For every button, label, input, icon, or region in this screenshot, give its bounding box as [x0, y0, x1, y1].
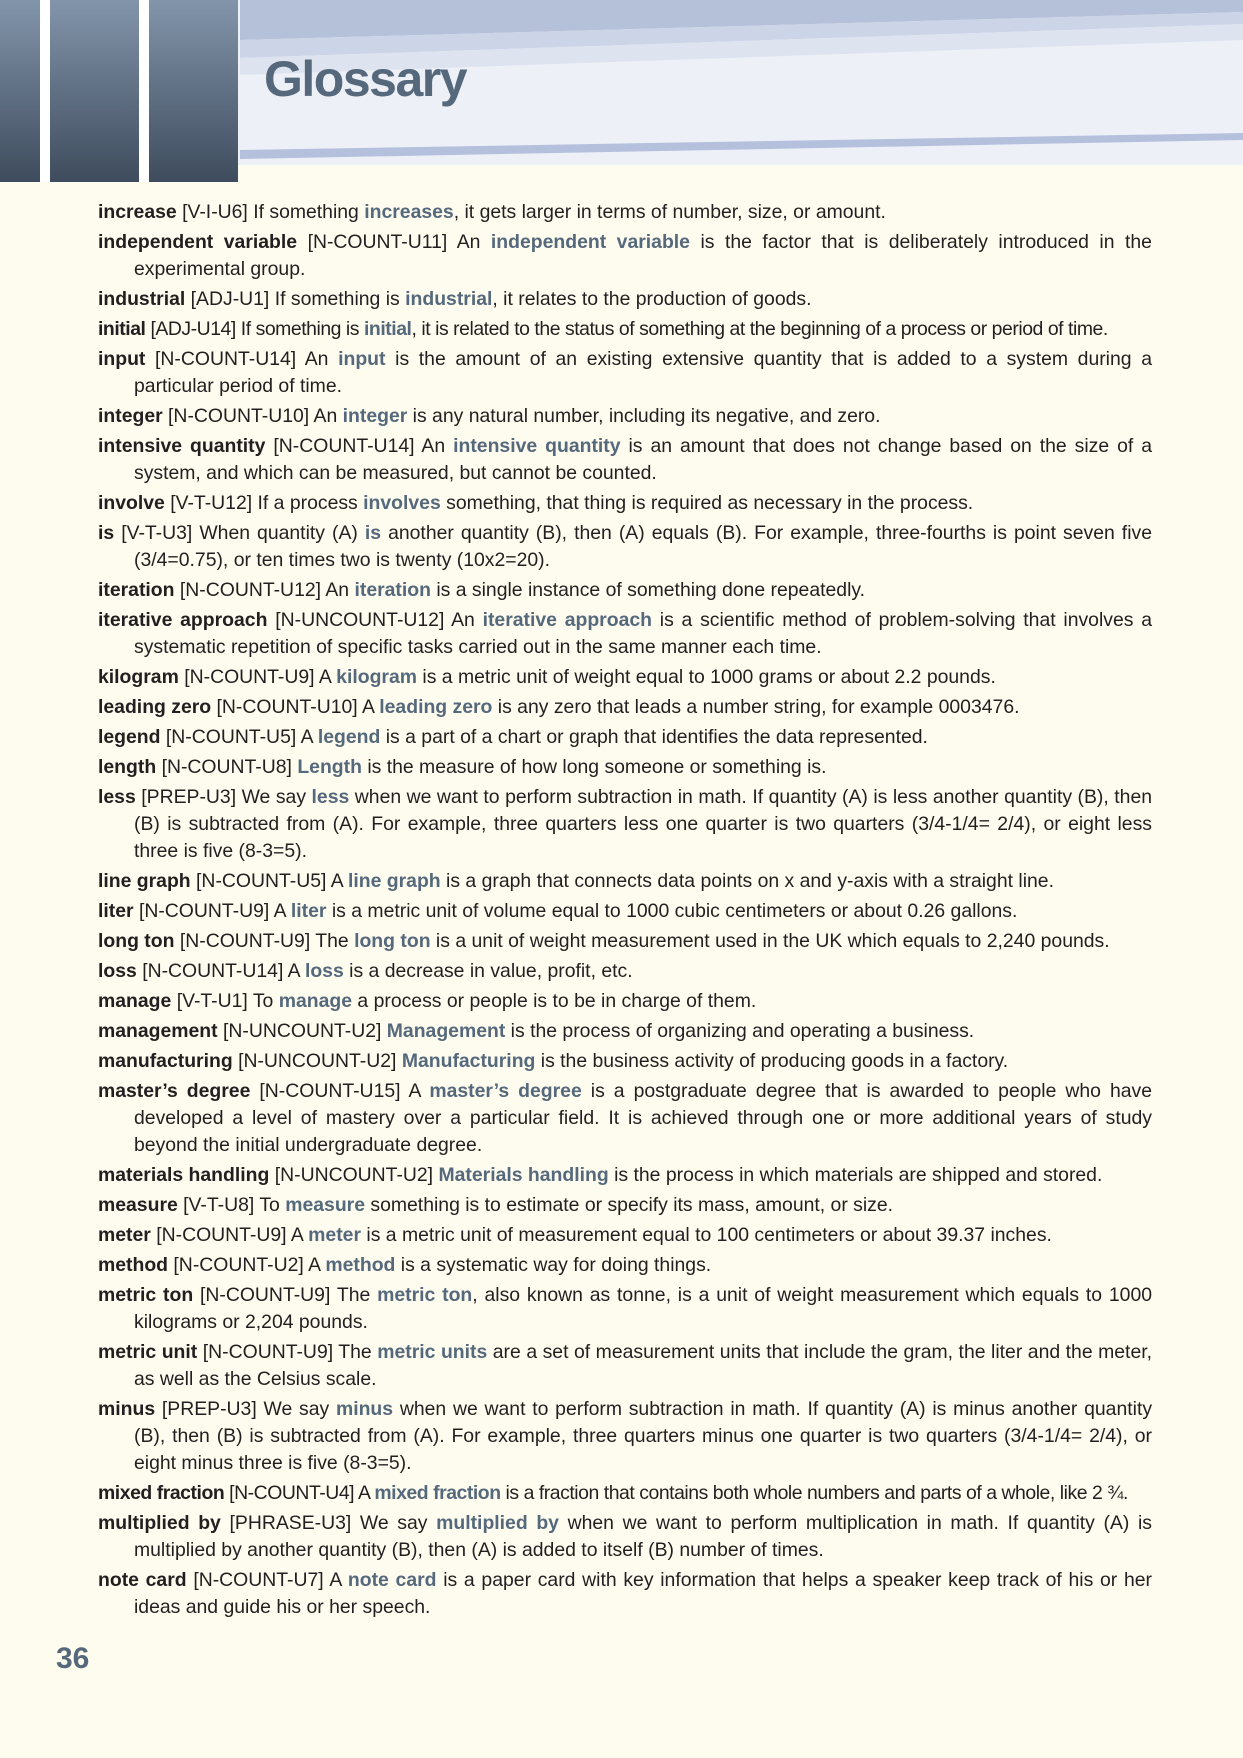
highlighted-term: manage [278, 990, 353, 1012]
glossary-entries-list [98, 199, 1152, 1624]
definition-text: A [300, 726, 318, 748]
header-stripes-graphic [0, 0, 1243, 185]
part-of-speech-tag: [V-T-U12] [170, 492, 253, 514]
highlighted-term: measure [285, 1194, 365, 1216]
part-of-speech-tag: [PHRASE-U3] [229, 1512, 352, 1534]
part-of-speech-tag: [N-COUNT-U8] [161, 756, 292, 778]
glossary-term: iterative approach [98, 609, 268, 631]
part-of-speech-tag: [N-COUNT-U9] [202, 1341, 334, 1363]
definition-text: A [318, 666, 337, 688]
glossary-term: meter [98, 1224, 151, 1246]
part-of-speech-tag: [N-COUNT-U9] [138, 900, 270, 922]
glossary-entry [98, 229, 1152, 283]
definition-text: The [315, 930, 355, 952]
definition-text: An [451, 609, 483, 631]
definition-text: If something [253, 201, 365, 223]
glossary-entry [98, 577, 1152, 604]
glossary-term: involve [98, 492, 165, 514]
glossary-term: master’s degree [98, 1080, 251, 1102]
highlighted-term: metric units [377, 1341, 488, 1363]
definition-text: is the process of organizing and operating a business. [505, 1020, 975, 1042]
definition-text: is a part of a chart or graph that identifies the data represented. [380, 726, 928, 748]
glossary-term: method [98, 1254, 169, 1276]
part-of-speech-tag: [PREP-U3] [141, 786, 237, 808]
glossary-term: is [98, 522, 115, 544]
glossary-term: materials handling [98, 1164, 270, 1186]
glossary-term: legend [98, 726, 161, 748]
highlighted-term: line graph [348, 870, 441, 892]
definition-text: The [336, 1284, 378, 1306]
glossary-term: manufacturing [98, 1050, 233, 1072]
highlighted-term: leading zero [379, 696, 493, 718]
definition-text: is the factor that is deliberately introduced in the experimental group. [134, 231, 1152, 280]
part-of-speech-tag: [PREP-U3] [161, 1398, 257, 1420]
part-of-speech-tag: [N-COUNT-U15] [259, 1080, 401, 1102]
definition-text: is a systematic way for doing things. [395, 1254, 712, 1276]
glossary-entry [98, 199, 1152, 226]
definition-text: is a paper card with key information that helps a speaker keep track of his or her ideas and guide his or her speech. [134, 1569, 1152, 1618]
definition-text: is a scientific method of problem-solving that involves a systematic repetition of specific tasks carried out in the same manner each time. [134, 609, 1153, 658]
glossary-entry [98, 958, 1152, 985]
glossary-entry [98, 346, 1152, 400]
definition-text: We say [263, 1398, 336, 1420]
glossary-entry [98, 1222, 1152, 1249]
highlighted-term: note card [347, 1569, 437, 1591]
definition-text: is the business activity of producing goods in a factory. [535, 1050, 1009, 1072]
highlighted-term: multiplied by [436, 1512, 559, 1534]
glossary-entry [98, 1162, 1152, 1189]
glossary-entry [98, 490, 1152, 517]
glossary-term: intensive quantity [98, 435, 266, 457]
part-of-speech-tag: [N-COUNT-U7] [193, 1569, 324, 1591]
definition-text: is the process in which materials are shipped and stored. [608, 1164, 1103, 1186]
part-of-speech-tag: [N-COUNT-U2] [173, 1254, 304, 1276]
glossary-entry [98, 1396, 1152, 1477]
part-of-speech-tag: [N-COUNT-U4] [229, 1482, 355, 1504]
definition-text: another quantity (B), then (A) equals (B). For example, three-fourths is point seven five (3/4=0.75), or ten times two is twenty (10x2=20). [134, 522, 1152, 571]
highlighted-term: master’s degree [429, 1080, 582, 1102]
definition-text: A [362, 696, 380, 718]
highlighted-term: long ton [354, 930, 431, 952]
glossary-term: kilogram [98, 666, 179, 688]
highlighted-term: legend [317, 726, 381, 748]
highlighted-term: minus [335, 1398, 394, 1420]
definition-text: An [313, 405, 343, 427]
glossary-entry [98, 607, 1152, 661]
definition-text: something is to estimate or specify its mass, amount, or size. [365, 1194, 894, 1216]
definition-text: A [358, 1482, 375, 1504]
definition-text: A [308, 1254, 326, 1276]
definition-text: A [287, 960, 305, 982]
glossary-entry [98, 1339, 1152, 1393]
definition-text: We say [241, 786, 312, 808]
definition-text: is any zero that leads a number string, for example 0003476. [492, 696, 1020, 718]
definition-text: is a fraction that contains both whole numbers and parts of a whole, like 2 ¾. [500, 1482, 1128, 1504]
definition-text: is a metric unit of measurement equal to 100 centimeters or about 39.37 inches. [361, 1224, 1052, 1246]
part-of-speech-tag: [ADJ-U1] [190, 288, 270, 310]
part-of-speech-tag: [V-T-U3] [121, 522, 193, 544]
glossary-entry [98, 286, 1152, 313]
glossary-term: metric unit [98, 1341, 198, 1363]
glossary-entry [98, 1252, 1152, 1279]
definition-text: is a decrease in value, profit, etc. [343, 960, 633, 982]
glossary-term: minus [98, 1398, 156, 1420]
glossary-entry [98, 1480, 1152, 1507]
part-of-speech-tag: [N-COUNT-U14] [155, 348, 297, 370]
definition-text: We say [359, 1512, 437, 1534]
part-of-speech-tag: [V-I-U6] [182, 201, 248, 223]
part-of-speech-tag: [N-COUNT-U9] [179, 930, 311, 952]
definition-text: The [338, 1341, 378, 1363]
glossary-term: input [98, 348, 146, 370]
glossary-entry [98, 1078, 1152, 1159]
definition-text: An [325, 579, 355, 601]
part-of-speech-tag: [N-COUNT-U9] [200, 1284, 331, 1306]
highlighted-term: meter [308, 1224, 361, 1246]
glossary-entry [98, 754, 1152, 781]
glossary-term: note card [98, 1569, 187, 1591]
glossary-term: management [98, 1020, 218, 1042]
definition-text: when we want to perform subtraction in math. If quantity (A) is less another quantity (B), then (B) is subtracted from (A). For example, three quarters less one quarter is two quarters (3/4-1/4= 2/4), or eight less three is five (8-3=5). [134, 786, 1153, 862]
part-of-speech-tag: [N-COUNT-U14] [142, 960, 284, 982]
definition-text: are a set of measurement units that include the gram, the liter and the meter, as well as the Celsius scale. [134, 1341, 1152, 1390]
definition-text: is a metric unit of weight equal to 1000 grams or about 2.2 pounds. [417, 666, 996, 688]
glossary-term: iteration [98, 579, 175, 601]
definition-text: If a process [257, 492, 364, 514]
glossary-term: leading zero [98, 696, 212, 718]
definition-text: is a unit of weight measurement used in the UK which equals to 2,240 pounds. [430, 930, 1110, 952]
definition-text: is a metric unit of volume equal to 1000 cubic centimeters or about 0.26 gallons. [326, 900, 1018, 922]
highlighted-term: iterative approach [482, 609, 652, 631]
glossary-term: manage [98, 990, 172, 1012]
glossary-term: line graph [98, 870, 191, 892]
highlighted-term: initial [363, 318, 412, 340]
part-of-speech-tag: [N-UNCOUNT-U2] [274, 1164, 434, 1186]
definition-text: is the measure of how long someone or something is. [361, 756, 827, 778]
definition-text: , it gets larger in terms of number, size, or amount. [453, 201, 886, 223]
glossary-entry [98, 1282, 1152, 1336]
glossary-entry [98, 1510, 1152, 1564]
highlighted-term: metric ton [377, 1284, 473, 1306]
glossary-term: less [98, 786, 136, 808]
definition-text: is the amount of an existing extensive quantity that is added to a system during a particular period of time. [134, 348, 1152, 397]
glossary-term: loss [98, 960, 137, 982]
part-of-speech-tag: [N-UNCOUNT-U2] [223, 1020, 382, 1042]
definition-text: when we want to perform subtraction in math. If quantity (A) is minus another quantity (B), then (B) is subtracted from (A). For example, three quarters minus one quarter is two quarters (3/4-1/4= 2/4), or eight minus three is five (8-3=5). [134, 1398, 1153, 1474]
definition-text: is any natural number, including its negative, and zero. [407, 405, 881, 427]
part-of-speech-tag: [ADJ-U14] [150, 318, 236, 340]
definition-text: is a graph that connects data points on x and y-axis with a straight line. [440, 870, 1054, 892]
part-of-speech-tag: [N-COUNT-U14] [273, 435, 415, 457]
definition-text: If something is [274, 288, 406, 310]
definition-text: To [252, 990, 279, 1012]
highlighted-term: Manufacturing [401, 1050, 536, 1072]
glossary-term: independent variable [98, 231, 298, 253]
definition-text: , also known as tonne, is a unit of weight measurement which equals to 1000 kilograms or 2,204 pounds. [134, 1284, 1153, 1333]
glossary-entry [98, 1018, 1152, 1045]
glossary-term: industrial [98, 288, 186, 310]
glossary-entry [98, 868, 1152, 895]
part-of-speech-tag: [N-COUNT-U12] [179, 579, 322, 601]
highlighted-term: involves [363, 492, 441, 514]
glossary-entry [98, 784, 1152, 865]
glossary-entry [98, 694, 1152, 721]
definition-text: A [330, 870, 348, 892]
highlighted-term: iteration [354, 579, 431, 601]
highlighted-term: mixed fraction [374, 1482, 501, 1504]
glossary-entry [98, 520, 1152, 574]
part-of-speech-tag: [N-COUNT-U5] [196, 870, 327, 892]
definition-text: is a single instance of something done repeatedly. [430, 579, 866, 601]
part-of-speech-tag: [N-COUNT-U5] [165, 726, 297, 748]
highlighted-term: independent variable [490, 231, 690, 253]
glossary-entry [98, 403, 1152, 430]
highlighted-term: industrial [405, 288, 493, 310]
highlighted-term: loss [304, 960, 344, 982]
definition-text: is a postgraduate degree that is awarded to people who have developed a level of mastery over a particular field. It is achieved through one or more additional years of study beyond the initial undergraduate degree. [134, 1080, 1152, 1156]
part-of-speech-tag: [V-T-U8] [183, 1194, 255, 1216]
page-title: Glossary [264, 51, 467, 107]
glossary-term: increase [98, 201, 177, 223]
definition-text: If something is [240, 318, 364, 340]
glossary-entry [98, 433, 1152, 487]
highlighted-term: less [311, 786, 350, 808]
definition-text: when we want to perform multiplication in math. If quantity (A) is multiplied by another quantity (B), then (A) is added to itself (B) number of times. [134, 1512, 1152, 1561]
glossary-entry [98, 1192, 1152, 1219]
glossary-entry [98, 988, 1152, 1015]
definition-text: , it relates to the production of goods. [492, 288, 812, 310]
part-of-speech-tag: [N-COUNT-U9] [156, 1224, 287, 1246]
definition-text: something, that thing is required as necessary in the process. [440, 492, 974, 514]
highlighted-term: is [364, 522, 382, 544]
glossary-entry [98, 316, 1152, 343]
definition-text: When quantity (A) [199, 522, 365, 544]
highlighted-term: Materials handling [438, 1164, 609, 1186]
part-of-speech-tag: [N-COUNT-U11] [307, 231, 448, 253]
definition-text: , it is related to the status of something at the beginning of a process or period of time. [411, 318, 1108, 340]
glossary-term: initial [98, 318, 146, 340]
page-header-banner [0, 0, 1243, 185]
definition-text: a process or people is to be in charge of them. [352, 990, 757, 1012]
highlighted-term: integer [342, 405, 408, 427]
definition-text: A [329, 1569, 348, 1591]
glossary-term: measure [98, 1194, 178, 1216]
glossary-term: mixed fraction [98, 1482, 225, 1504]
definition-text: An [304, 348, 339, 370]
definition-text: is an amount that does not change based on the size of a system, and which can be measured, but cannot be counted. [134, 435, 1152, 484]
glossary-entry [98, 1048, 1152, 1075]
highlighted-term: method [325, 1254, 396, 1276]
highlighted-term: Management [386, 1020, 506, 1042]
highlighted-term: Length [297, 756, 362, 778]
glossary-entry [98, 664, 1152, 691]
highlighted-term: liter [290, 900, 327, 922]
glossary-term: multiplied by [98, 1512, 221, 1534]
page-number: 36 [56, 1642, 90, 1675]
glossary-term: integer [98, 405, 163, 427]
part-of-speech-tag: [N-COUNT-U10] [216, 696, 358, 718]
glossary-entry [98, 1567, 1152, 1621]
glossary-term: length [98, 756, 157, 778]
definition-text: An [421, 435, 454, 457]
definition-text: A [273, 900, 291, 922]
highlighted-term: input [338, 348, 386, 370]
highlighted-term: kilogram [336, 666, 417, 688]
part-of-speech-tag: [V-T-U1] [176, 990, 248, 1012]
definition-text: To [259, 1194, 286, 1216]
glossary-entry [98, 928, 1152, 955]
glossary-entry [98, 724, 1152, 751]
definition-text: A [290, 1224, 309, 1246]
part-of-speech-tag: [N-UNCOUNT-U2] [238, 1050, 397, 1072]
glossary-term: liter [98, 900, 134, 922]
highlighted-term: increases [364, 201, 454, 223]
part-of-speech-tag: [N-UNCOUNT-U12] [275, 609, 445, 631]
definition-text: A [408, 1080, 430, 1102]
glossary-entry [98, 898, 1152, 925]
definition-text: An [456, 231, 491, 253]
highlighted-term: intensive quantity [453, 435, 621, 457]
part-of-speech-tag: [N-COUNT-U10] [168, 405, 310, 427]
glossary-term: metric ton [98, 1284, 194, 1306]
part-of-speech-tag: [N-COUNT-U9] [184, 666, 315, 688]
glossary-term: long ton [98, 930, 175, 952]
